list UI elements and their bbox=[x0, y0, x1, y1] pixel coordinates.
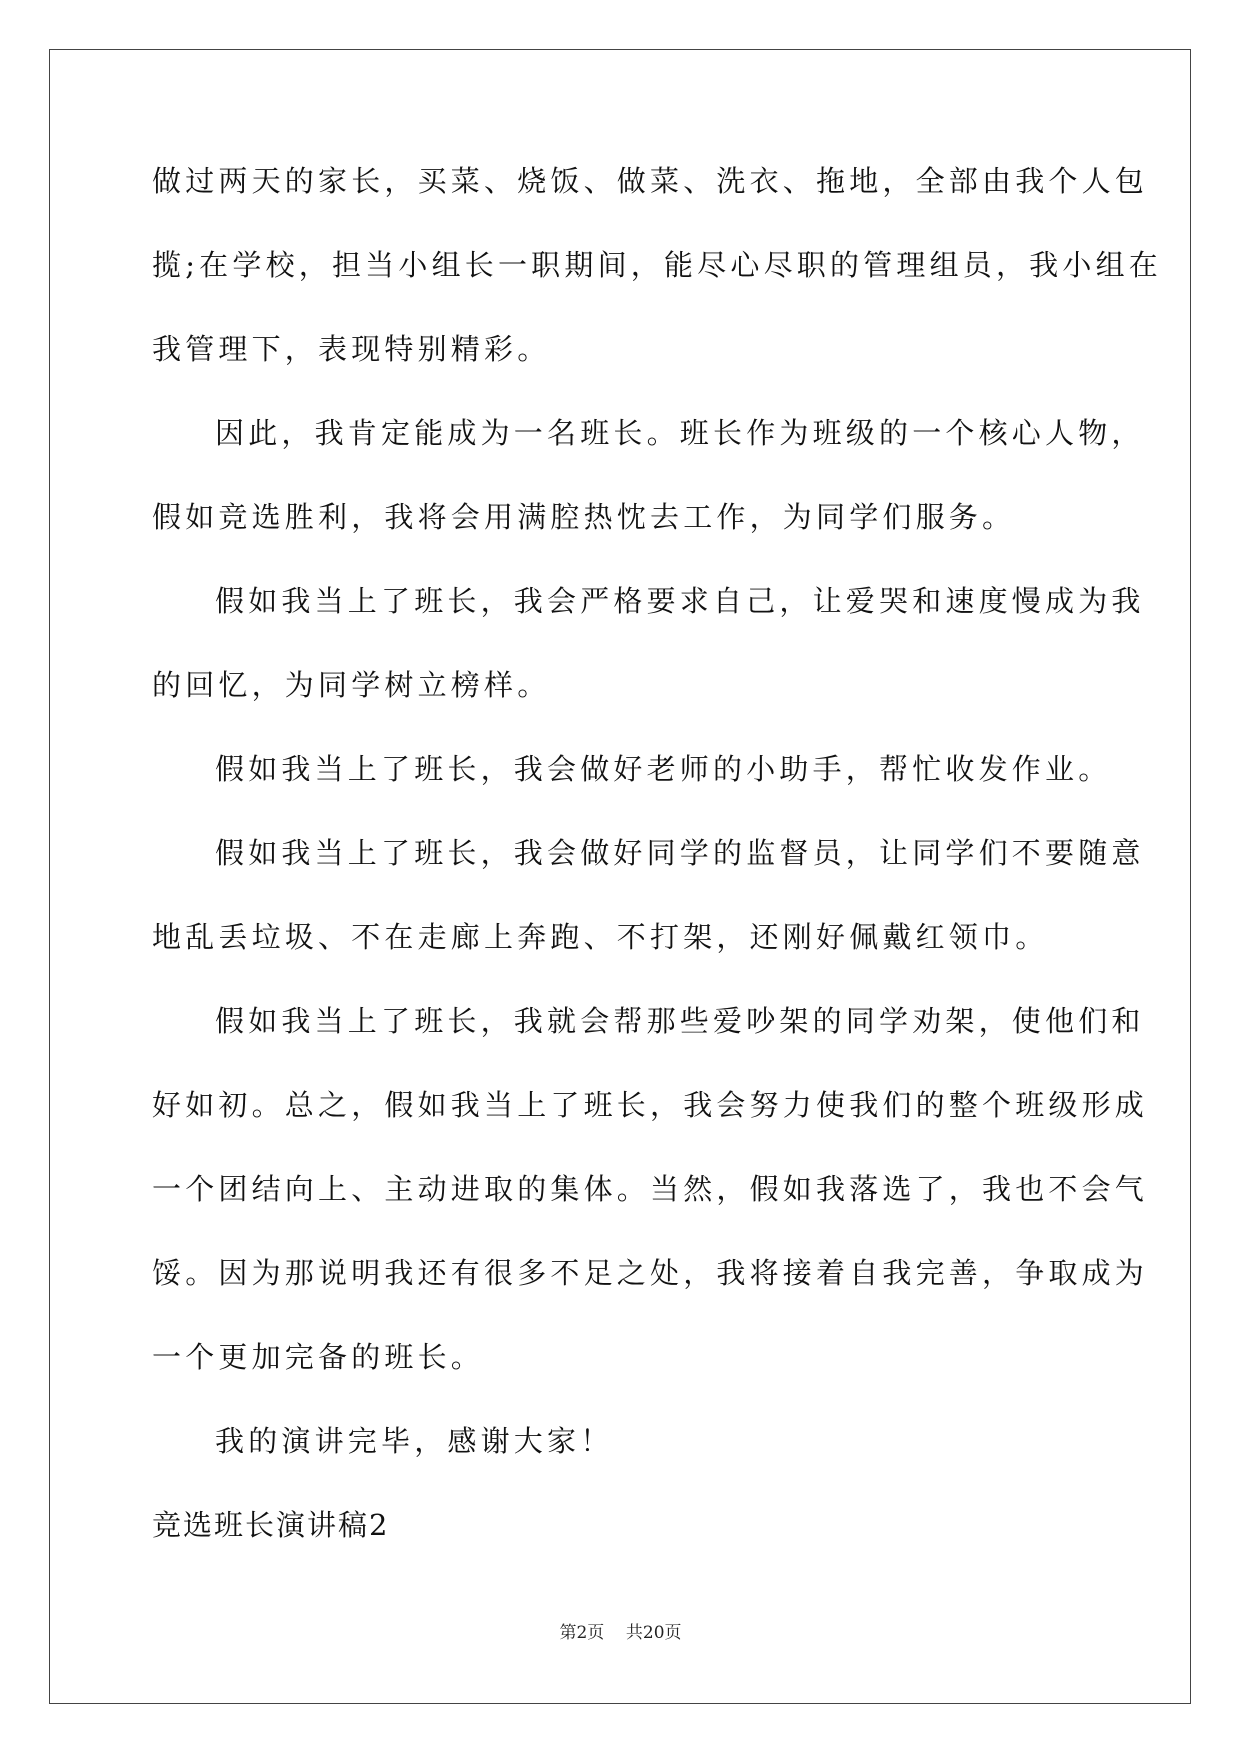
document-body bbox=[152, 160, 1162, 1588]
text-line: 我管理下，表现特别精彩。 bbox=[152, 332, 551, 366]
paragraph-lines bbox=[152, 160, 1162, 1504]
text-line: 一个团结向上、主动进取的集体。当然，假如我落选了，我也不会气 bbox=[152, 1172, 1149, 1206]
text-line: 馁。因为那说明我还有很多不足之处，我将接着自我完善，争取成为 bbox=[152, 1256, 1149, 1290]
page-number: 第2页 bbox=[559, 1623, 605, 1643]
section-heading: 竞选班长演讲稿2 bbox=[152, 1508, 390, 1542]
text-line: 我的演讲完毕，感谢大家！ bbox=[215, 1424, 614, 1458]
text-line: 假如我当上了班长，我会做好老师的小助手，帮忙收发作业。 bbox=[215, 752, 1112, 786]
text-line: 假如我当上了班长，我就会帮那些爱吵架的同学劝架，使他们和 bbox=[215, 1004, 1145, 1038]
text-line: 假如我当上了班长，我会严格要求自己，让爱哭和速度慢成为我 bbox=[215, 584, 1145, 618]
page-total: 共20页 bbox=[625, 1623, 682, 1643]
text-line: 的回忆，为同学树立榜样。 bbox=[152, 668, 551, 702]
text-line: 揽;在学校，担当小组长一职期间，能尽心尽职的管理组员，我小组在 bbox=[152, 248, 1162, 282]
text-line: 因此，我肯定能成为一名班长。班长作为班级的一个核心人物， bbox=[215, 416, 1145, 450]
text-line: 假如竞选胜利，我将会用满腔热忱去工作，为同学们服务。 bbox=[152, 500, 1016, 534]
text-line: 假如我当上了班长，我会做好同学的监督员，让同学们不要随意 bbox=[215, 836, 1145, 870]
page-footer bbox=[0, 1618, 1241, 1643]
text-line: 做过两天的家长，买菜、烧饭、做菜、洗衣、拖地，全部由我个人包 bbox=[152, 164, 1149, 198]
text-line: 地乱丢垃圾、不在走廊上奔跑、不打架，还刚好佩戴红领巾。 bbox=[152, 920, 1049, 954]
text-line: 一个更加完备的班长。 bbox=[152, 1340, 485, 1374]
text-line: 好如初。总之，假如我当上了班长，我会努力使我们的整个班级形成 bbox=[152, 1088, 1149, 1122]
